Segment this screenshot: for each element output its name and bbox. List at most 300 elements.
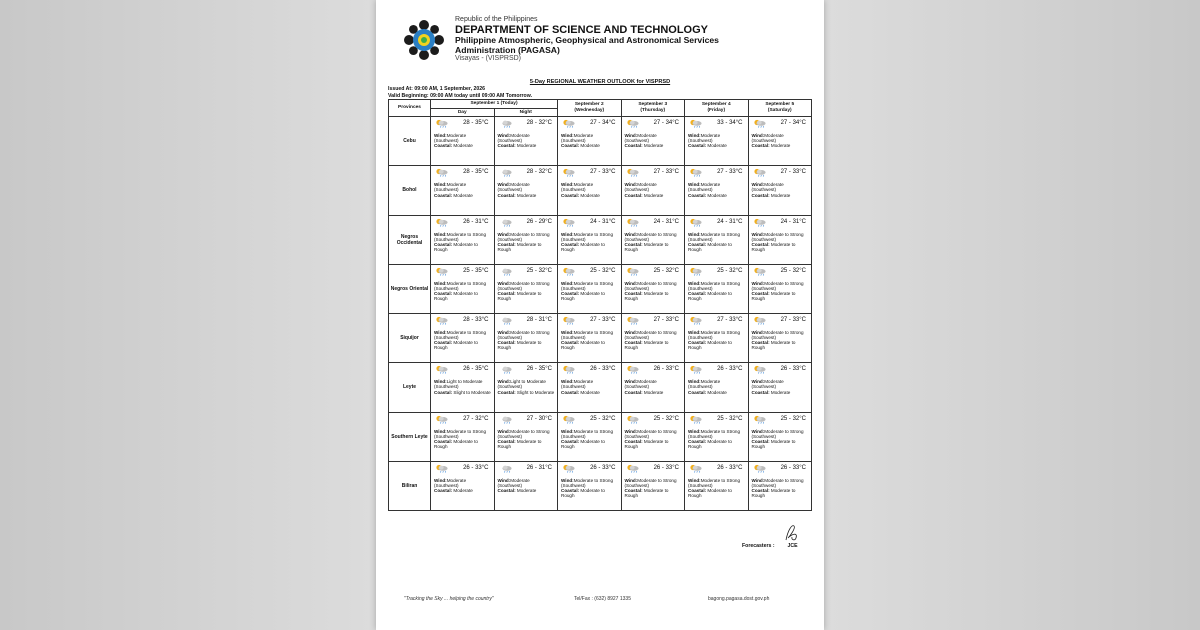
wind-value: Moderate (Southwest) — [688, 182, 721, 193]
forecast-cell — [748, 461, 812, 510]
coastal-label: Coastal: — [561, 340, 580, 346]
forecast-cell — [494, 166, 558, 215]
coastal-value: Moderate — [770, 192, 791, 198]
wind-label: Wind: — [497, 133, 511, 138]
wind-value: Moderate to Strong (Southwest) — [624, 231, 677, 242]
wind-value: Moderate to Strong (Southwest) — [561, 477, 614, 488]
wind-label: Wind: — [497, 379, 511, 385]
province-name: Negros Oriental — [389, 264, 431, 313]
temperature-range: 27 - 33°C — [717, 169, 743, 176]
coastal-value: Moderate to Rough — [688, 488, 732, 499]
today-header: September 1 (Today) — [431, 100, 558, 109]
coastal-value: Moderate to Rough — [688, 438, 732, 449]
coastal-value: Moderate — [643, 389, 664, 395]
coastal-label: Coastal: — [497, 192, 516, 198]
coastal-label: Coastal: — [434, 192, 453, 198]
coastal-label: Coastal: — [497, 488, 516, 494]
coastal-label: Coastal: — [688, 389, 707, 395]
forecast-cell — [431, 117, 495, 166]
partly-cloudy-rain-icon — [753, 119, 767, 128]
forecast-cell — [748, 363, 812, 412]
wind-label: Wind: — [624, 133, 638, 138]
forecast-cell — [685, 117, 749, 166]
wind-label: Wind: — [561, 428, 574, 434]
temperature-range: 28 - 32°C — [526, 169, 552, 176]
coastal-value: Moderate to Rough — [688, 241, 732, 252]
wind-label: Wind: — [688, 379, 701, 385]
coastal-value: Moderate to Rough — [434, 291, 478, 302]
wind-value: Moderate (Southwest) — [434, 182, 467, 193]
wind-label: Wind: — [688, 182, 701, 188]
wind-label: Wind: — [434, 428, 447, 434]
temperature-range: 27 - 33°C — [780, 317, 806, 323]
coastal-value: Moderate to Rough — [688, 340, 732, 351]
coastal-label: Coastal: — [561, 438, 580, 444]
wind-label: Wind: — [751, 477, 765, 483]
coastal-value: Moderate to Rough — [434, 438, 478, 449]
coastal-value: Moderate — [770, 389, 791, 395]
republic-label: Republic of the Philippines — [455, 16, 538, 23]
forecast-cell — [685, 215, 749, 264]
wind-label: Wind: — [434, 133, 447, 138]
table-row — [389, 264, 812, 313]
wind-value: Moderate to Strong (Southwest) — [688, 231, 741, 242]
forecast-cell — [431, 412, 495, 461]
wind-value: Moderate to Strong (Southwest) — [688, 280, 741, 291]
provinces-header: Provinces — [389, 100, 431, 117]
province-name: Bohol — [389, 166, 431, 215]
temperature-range: 33 - 34°C — [717, 120, 743, 126]
coastal-label: Coastal: — [624, 192, 643, 198]
coastal-label: Coastal: — [751, 241, 770, 247]
partly-cloudy-rain-icon — [435, 365, 449, 374]
temperature-range: 27 - 30°C — [526, 415, 552, 422]
wind-label: Wind: — [688, 231, 701, 237]
coastal-label: Coastal: — [497, 389, 516, 395]
temperature-range: 26 - 33°C — [653, 366, 679, 373]
partly-cloudy-rain-icon — [626, 316, 640, 325]
wind-label: Wind: — [751, 379, 765, 385]
forecast-cell — [431, 264, 495, 313]
wind-label: Wind: — [434, 477, 447, 483]
temperature-range: 26 - 33°C — [780, 366, 806, 373]
forecast-cell — [748, 215, 812, 264]
coastal-label: Coastal: — [624, 488, 643, 494]
forecast-cell — [431, 166, 495, 215]
office-name: Visayas - (VISPRSD) — [455, 55, 521, 63]
coastal-value: Moderate to Rough — [434, 241, 478, 252]
wind-label: Wind: — [434, 379, 447, 385]
temperature-range: 27 - 33°C — [780, 169, 806, 176]
temperature-range: 26 - 33°C — [653, 464, 679, 471]
coastal-label: Coastal: — [434, 438, 453, 444]
coastal-label: Coastal: — [561, 488, 580, 494]
coastal-value: Moderate to Rough — [751, 488, 796, 499]
partly-cloudy-rain-icon — [435, 316, 449, 325]
footer-website[interactable]: bagong.pagasa.dost.gov.ph — [708, 596, 770, 602]
coastal-label: Coastal: — [688, 192, 707, 198]
agency-header — [455, 16, 719, 63]
coastal-value: Moderate to Rough — [688, 291, 732, 302]
coastal-value: Moderate to Rough — [561, 340, 605, 351]
coastal-value: Slight to Moderate — [516, 389, 555, 395]
partly-cloudy-rain-icon — [562, 267, 576, 276]
coastal-value: Moderate to Rough — [624, 438, 669, 449]
forecaster-initials: JCE — [787, 543, 798, 549]
partly-cloudy-rain-icon — [562, 168, 576, 177]
forecast-cell — [748, 117, 812, 166]
coastal-label: Coastal: — [434, 143, 453, 149]
coastal-value: Moderate — [580, 389, 600, 395]
temperature-range: 28 - 31°C — [526, 317, 552, 323]
footer-telfax: Tel/Fax : (632) 8927 1335 — [574, 596, 631, 602]
coastal-label: Coastal: — [624, 143, 643, 149]
partly-cloudy-rain-icon — [562, 365, 576, 374]
wind-value: Moderate to Strong (Southwest) — [624, 428, 677, 439]
temperature-range: 26 - 31°C — [526, 464, 552, 471]
partly-cloudy-rain-icon — [689, 464, 703, 473]
coastal-label: Coastal: — [561, 241, 580, 247]
coastal-value: Moderate to Rough — [624, 241, 669, 252]
coastal-label: Coastal: — [434, 340, 453, 346]
coastal-value: Moderate — [770, 143, 791, 149]
wind-label: Wind: — [561, 280, 574, 286]
temperature-range: 27 - 34°C — [653, 120, 679, 126]
coastal-label: Coastal: — [751, 192, 770, 198]
wind-label: Wind: — [434, 182, 447, 188]
forecast-cell — [431, 314, 495, 363]
wind-value: Moderate (Southwest) — [497, 133, 530, 144]
partly-cloudy-rain-icon — [753, 218, 767, 227]
coastal-label: Coastal: — [624, 241, 643, 247]
wind-label: Wind: — [688, 133, 701, 138]
temperature-range: 26 - 33°C — [590, 366, 616, 373]
temperature-range: 28 - 35°C — [463, 169, 489, 176]
coastal-label: Coastal: — [751, 291, 770, 297]
left-backdrop — [0, 0, 376, 630]
coastal-label: Coastal: — [688, 488, 707, 494]
forecast-cell — [621, 412, 685, 461]
forecast-cell — [558, 412, 622, 461]
wind-label: Wind: — [624, 231, 638, 237]
wind-value: Moderate to Strong (Southwest) — [497, 280, 550, 291]
temperature-range: 27 - 33°C — [717, 317, 743, 323]
wind-value: Moderate (Southwest) — [561, 133, 594, 144]
coastal-label: Coastal: — [751, 488, 770, 494]
province-name: Negros Occidental — [389, 215, 431, 264]
temperature-range: 25 - 32°C — [717, 415, 743, 422]
outlook-title: 5-Day REGIONAL WEATHER OUTLOOK for VISPRSD — [529, 79, 671, 85]
forecast-cell — [748, 314, 812, 363]
wind-value: Moderate to Strong (Southwest) — [688, 330, 741, 341]
wind-value: Moderate (Southwest) — [497, 477, 530, 488]
temperature-range: 24 - 31°C — [590, 218, 616, 225]
table-row — [389, 215, 812, 264]
forecast-cell — [431, 215, 495, 264]
forecast-cell — [748, 412, 812, 461]
coastal-label: Coastal: — [497, 291, 516, 297]
forecast-cell — [748, 166, 812, 215]
wind-value: Moderate (Southwest) — [624, 182, 657, 193]
wind-label: Wind: — [624, 280, 638, 286]
coastal-label: Coastal: — [561, 291, 580, 297]
temperature-range: 27 - 33°C — [653, 317, 679, 323]
wind-value: Moderate to Strong (Southwest) — [751, 280, 804, 291]
today-day-header: Day — [431, 109, 495, 117]
coastal-label: Coastal: — [561, 192, 580, 198]
forecast-cell — [621, 215, 685, 264]
temperature-range: 26 - 33°C — [717, 366, 743, 373]
forecast-cell — [494, 117, 558, 166]
partly-cloudy-rain-icon — [562, 119, 576, 128]
coastal-value: Moderate to Rough — [497, 340, 542, 351]
temperature-range: 27 - 32°C — [463, 415, 489, 422]
temperature-range: 26 - 35°C — [463, 366, 489, 373]
coastal-value: Moderate — [707, 192, 727, 198]
coastal-value: Moderate to Rough — [751, 340, 796, 351]
cloudy-rain-icon — [499, 464, 513, 473]
partly-cloudy-rain-icon — [689, 218, 703, 227]
coastal-label: Coastal: — [688, 291, 707, 297]
cloudy-rain-icon — [499, 267, 513, 276]
wind-label: Wind: — [751, 428, 765, 434]
partly-cloudy-rain-icon — [626, 365, 640, 374]
partly-cloudy-rain-icon — [562, 464, 576, 473]
cloudy-rain-icon — [499, 415, 513, 424]
partly-cloudy-rain-icon — [626, 267, 640, 276]
table-row — [389, 166, 812, 215]
bulletin-page — [376, 0, 824, 630]
partly-cloudy-rain-icon — [689, 168, 703, 177]
wind-label: Wind: — [561, 379, 574, 385]
forecast-cell — [494, 314, 558, 363]
table-row — [389, 117, 812, 166]
wind-value: Moderate (Southwest) — [624, 379, 657, 390]
agency-name-line1: Philippine Atmospheric, Geophysical and Astronomical Services — [455, 35, 719, 46]
partly-cloudy-rain-icon — [753, 415, 767, 424]
forecast-cell — [558, 264, 622, 313]
right-backdrop — [824, 0, 1200, 630]
wind-value: Moderate to Strong (Southwest) — [688, 428, 741, 439]
forecast-cell — [558, 117, 622, 166]
coastal-label: Coastal: — [624, 291, 643, 297]
forecast-cell — [558, 166, 622, 215]
temperature-range: 28 - 33°C — [463, 317, 489, 323]
coastal-label: Coastal: — [434, 241, 453, 247]
partly-cloudy-rain-icon — [753, 365, 767, 374]
valid-beginning: Valid Beginning: 09:00 AM today until 09:00 AM Tomorrow. — [388, 92, 533, 99]
province-name: Leyte — [389, 363, 431, 412]
wind-value: Moderate to Strong (Southwest) — [434, 231, 487, 242]
coastal-value: Moderate to Rough — [751, 438, 796, 449]
coastal-label: Coastal: — [624, 389, 643, 395]
day-header: September 4 (Friday) — [685, 100, 749, 117]
forecast-cell — [494, 363, 558, 412]
partly-cloudy-rain-icon — [753, 464, 767, 473]
wind-value: Moderate (Southwest) — [751, 133, 784, 144]
coastal-label: Coastal: — [497, 241, 516, 247]
forecast-cell — [621, 166, 685, 215]
forecast-cell — [621, 314, 685, 363]
issued-at: Issued At: 09:00 AM, 1 September, 2026 — [388, 86, 486, 92]
coastal-label: Coastal: — [434, 291, 453, 297]
coastal-label: Coastal: — [688, 438, 707, 444]
coastal-value: Moderate to Rough — [561, 488, 605, 499]
wind-value: Moderate to Strong (Southwest) — [497, 428, 550, 439]
coastal-value: Moderate to Rough — [561, 291, 605, 302]
wind-value: Moderate to Strong (Southwest) — [434, 330, 487, 341]
temperature-range: 26 - 33°C — [463, 464, 489, 471]
temperature-range: 27 - 34°C — [590, 120, 616, 126]
wind-value: Light to Moderate (Southwest) — [497, 379, 546, 390]
wind-value: Moderate (Southwest) — [688, 379, 721, 390]
coastal-label: Coastal: — [434, 389, 453, 395]
temperature-range: 25 - 32°C — [780, 415, 806, 422]
partly-cloudy-rain-icon — [562, 316, 576, 325]
partly-cloudy-rain-icon — [435, 119, 449, 128]
temperature-range: 25 - 32°C — [526, 267, 552, 274]
partly-cloudy-rain-icon — [689, 316, 703, 325]
pagasa-logo-icon — [404, 20, 444, 60]
wind-value: Moderate to Strong (Southwest) — [434, 428, 487, 439]
forecast-cell — [685, 264, 749, 313]
coastal-value: Moderate to Rough — [751, 241, 796, 252]
forecast-cell — [431, 461, 495, 510]
forecast-cell — [494, 215, 558, 264]
temperature-range: 25 - 32°C — [590, 415, 616, 422]
temperature-range: 26 - 29°C — [526, 218, 552, 225]
coastal-value: Moderate to Rough — [497, 438, 542, 449]
wind-value: Moderate to Strong (Southwest) — [497, 330, 550, 341]
wind-value: Moderate (Southwest) — [561, 182, 594, 193]
temperature-range: 26 - 35°C — [526, 366, 552, 373]
forecast-table — [388, 99, 812, 511]
cloudy-rain-icon — [499, 168, 513, 177]
issue-info — [388, 86, 532, 99]
partly-cloudy-rain-icon — [626, 119, 640, 128]
forecast-cell — [685, 314, 749, 363]
wind-value: Moderate (Southwest) — [751, 379, 784, 390]
temperature-range: 26 - 31°C — [463, 218, 489, 225]
coastal-label: Coastal: — [688, 340, 707, 346]
day-header: September 5 (Saturday) — [748, 100, 812, 117]
wind-label: Wind: — [688, 428, 701, 434]
wind-label: Wind: — [561, 133, 574, 138]
forecast-cell — [494, 412, 558, 461]
province-name: Siquijor — [389, 314, 431, 363]
partly-cloudy-rain-icon — [626, 168, 640, 177]
forecast-cell — [558, 461, 622, 510]
coastal-label: Coastal: — [624, 340, 643, 346]
wind-label: Wind: — [497, 182, 511, 188]
agency-name-line2: Administration (PAGASA) — [455, 44, 560, 55]
wind-value: Moderate to Strong (Southwest) — [751, 428, 804, 439]
temperature-range: 27 - 33°C — [590, 169, 616, 176]
wind-label: Wind: — [688, 330, 701, 335]
cloudy-rain-icon — [499, 218, 513, 227]
wind-value: Moderate (Southwest) — [434, 133, 467, 144]
coastal-value: Moderate to Rough — [497, 241, 542, 252]
forecast-cell — [494, 264, 558, 313]
wind-label: Wind: — [561, 231, 574, 237]
coastal-value: Moderate to Rough — [561, 241, 605, 252]
wind-value: Moderate (Southwest) — [434, 477, 467, 488]
cloudy-rain-icon — [499, 119, 513, 128]
wind-value: Moderate (Southwest) — [497, 182, 530, 193]
wind-label: Wind: — [751, 231, 765, 237]
partly-cloudy-rain-icon — [626, 218, 640, 227]
wind-label: Wind: — [624, 182, 638, 188]
forecast-cell — [685, 461, 749, 510]
forecast-cell — [685, 166, 749, 215]
wind-label: Wind: — [751, 133, 765, 138]
coastal-value: Moderate to Rough — [624, 488, 669, 499]
table-row — [389, 461, 812, 510]
forecasters-label: Forecasters : — [742, 543, 775, 549]
temperature-range: 28 - 35°C — [463, 120, 489, 126]
coastal-value: Moderate — [453, 143, 473, 149]
wind-value: Moderate to Strong (Southwest) — [624, 477, 677, 488]
coastal-value: Slight to Moderate — [453, 389, 491, 395]
partly-cloudy-rain-icon — [435, 415, 449, 424]
forecast-cell — [621, 264, 685, 313]
table-row — [389, 363, 812, 412]
wind-value: Moderate to Strong (Southwest) — [561, 428, 614, 439]
wind-label: Wind: — [434, 330, 447, 335]
partly-cloudy-rain-icon — [626, 464, 640, 473]
province-name: Cebu — [389, 117, 431, 166]
temperature-range: 26 - 33°C — [780, 464, 806, 471]
coastal-value: Moderate to Rough — [751, 291, 796, 302]
coastal-label: Coastal: — [497, 143, 516, 149]
partly-cloudy-rain-icon — [562, 218, 576, 227]
temperature-range: 27 - 33°C — [653, 169, 679, 176]
wind-label: Wind: — [688, 477, 701, 483]
temperature-range: 27 - 33°C — [590, 317, 616, 323]
temperature-range: 26 - 33°C — [590, 464, 616, 471]
coastal-label: Coastal: — [751, 389, 770, 395]
wind-label: Wind: — [561, 182, 574, 188]
partly-cloudy-rain-icon — [753, 267, 767, 276]
wind-label: Wind: — [624, 330, 638, 335]
forecast-cell — [748, 264, 812, 313]
partly-cloudy-rain-icon — [435, 218, 449, 227]
coastal-value: Moderate — [643, 143, 664, 149]
footer-motto: "Tracking the Sky ... helping the country" — [404, 596, 494, 602]
wind-label: Wind: — [497, 477, 511, 483]
wind-label: Wind: — [561, 330, 574, 335]
wind-value: Moderate to Strong (Southwest) — [751, 477, 804, 488]
forecast-cell — [685, 412, 749, 461]
wind-label: Wind: — [624, 477, 638, 483]
forecast-cell — [494, 461, 558, 510]
coastal-label: Coastal: — [688, 241, 707, 247]
wind-value: Moderate (Southwest) — [751, 182, 784, 193]
wind-value: Moderate to Strong (Southwest) — [751, 330, 804, 341]
partly-cloudy-rain-icon — [689, 415, 703, 424]
coastal-value: Moderate — [516, 488, 537, 494]
temperature-range: 25 - 32°C — [653, 267, 679, 274]
forecast-cell — [558, 215, 622, 264]
province-name: Southern Leyte — [389, 412, 431, 461]
coastal-label: Coastal: — [751, 438, 770, 444]
coastal-value: Moderate — [580, 192, 600, 198]
temperature-range: 25 - 32°C — [590, 267, 616, 274]
temperature-range: 27 - 34°C — [780, 120, 806, 126]
table-row — [389, 412, 812, 461]
partly-cloudy-rain-icon — [435, 464, 449, 473]
temperature-range: 24 - 31°C — [780, 218, 806, 225]
